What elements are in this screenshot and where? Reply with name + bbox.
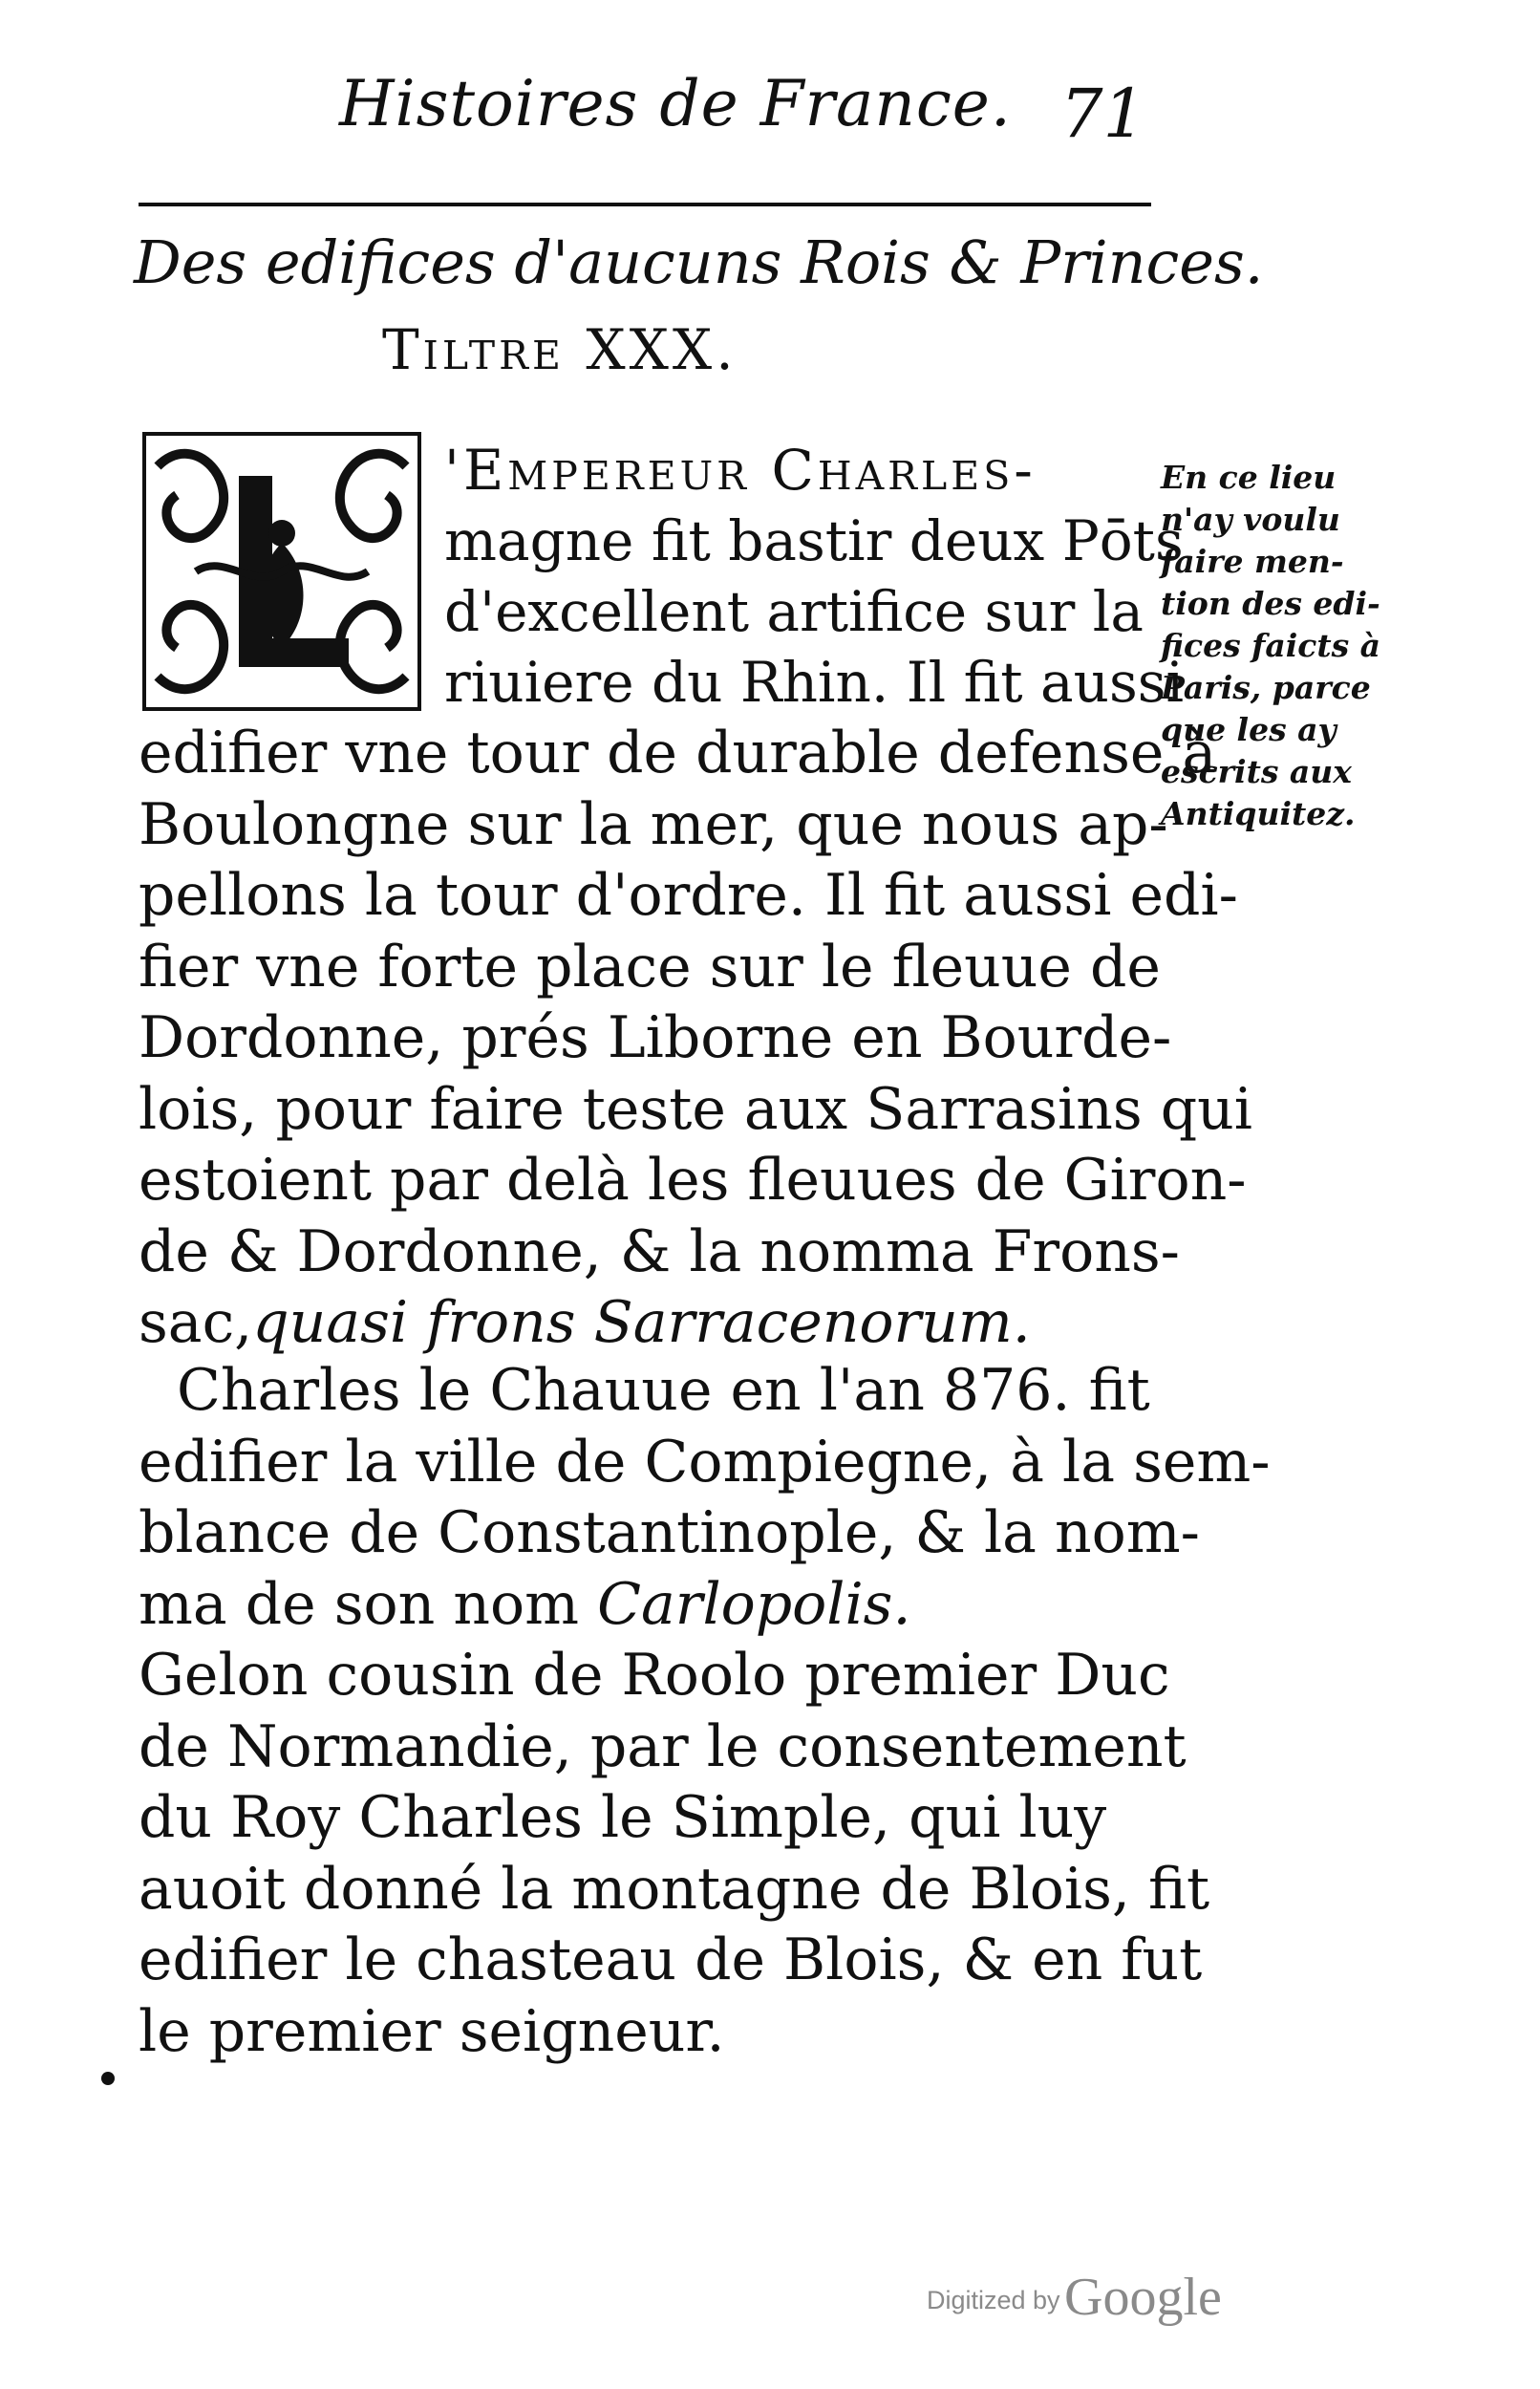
ink-dot-mark [101,2072,115,2085]
text-line: du Roy Charles le Simple, qui luy [139,1784,1107,1851]
text-line: d'excellent artifice sur la [444,579,1144,644]
watermark-prefix: Digitized by [927,2286,1060,2314]
text-line-start: sac, [139,1289,253,1356]
marginal-line: En ce lieu [1161,459,1337,496]
latin-name: Carlopolis. [597,1570,911,1638]
marginal-line: escrits aux [1161,753,1352,790]
text-line: Boulongne sur la mer, que nous ap- [139,790,1168,858]
paragraph-2 [139,1355,1271,1640]
header-rule [139,203,1151,206]
marginal-line: faire men- [1161,543,1344,580]
text-line: Gelon cousin de Roolo premier Duc [139,1642,1170,1709]
paragraph-1-continued [139,718,1252,1359]
watermark-brand: Google [1064,2268,1222,2327]
marginal-line: Antiquitez. [1161,795,1356,832]
text-line: estoient par delà les fleuues de Giron- [139,1147,1247,1214]
running-title: Histoires de France. [339,67,1012,140]
digitized-watermark [927,2267,1232,2328]
marginal-note [1161,457,1390,835]
text-line: riuiere du Rhin. Il fit aussi [444,650,1185,715]
text-line: pellons la tour d'ordre. Il fit aussi edi- [139,862,1238,929]
marginal-line: n'ay voulu [1161,501,1340,538]
text-line: magne fit bastir deux Pōts [444,508,1184,573]
text-line: edifier la ville de Compiegne, à la sem- [139,1428,1271,1496]
ornamental-initial-graphic [139,428,425,715]
text-line-start: ma de son nom [139,1570,580,1638]
section-title: Des edifices d'aucuns Rois & Princes. [134,227,1264,297]
paragraph-1-opening-lines [444,435,1185,718]
text-line: edifier vne tour de durable defense à [139,720,1217,786]
text-line [139,1569,1166,1641]
marginal-line: que les ay [1161,711,1337,748]
paragraph-3 [139,1640,1210,2067]
text-line: de & Dordonne, & la nomma Frons- [139,1217,1180,1285]
text-line: auoit donné la montagne de Blois, fit [139,1855,1210,1923]
marginal-line: fices faicts à [1161,627,1381,664]
text-line: Dordonne, prés Liborne en Bourde- [139,1004,1172,1071]
marginal-line: Paris, parce [1161,669,1371,706]
section-subtitle: Tiltre XXX. [382,317,738,382]
page-number: 71 [1060,75,1146,153]
text-line: lois, pour faire teste aux Sarrasins qui [139,1075,1252,1143]
marginal-line: tion des edi- [1161,585,1380,622]
text-line-content: 'Empereur Charles- [444,438,1037,503]
latin-phrase: quasi frons Sarracenorum. [252,1289,1031,1356]
text-line [139,1287,1166,1359]
text-line: de Normandie, par le consentement [139,1712,1187,1780]
text-line [444,435,1156,506]
text-line: Charles le Chauue en l'an 876. fit [177,1357,1150,1424]
text-line: blance de Constantinople, & la nom- [139,1499,1200,1566]
ornamental-initial-l [139,428,425,715]
text-line: fier vne forte place sur le fleuue de [139,933,1161,1001]
text-line: le premier seigneur. [139,1997,725,2065]
text-line: edifier le chasteau de Blois, & en fut [139,1926,1203,1993]
